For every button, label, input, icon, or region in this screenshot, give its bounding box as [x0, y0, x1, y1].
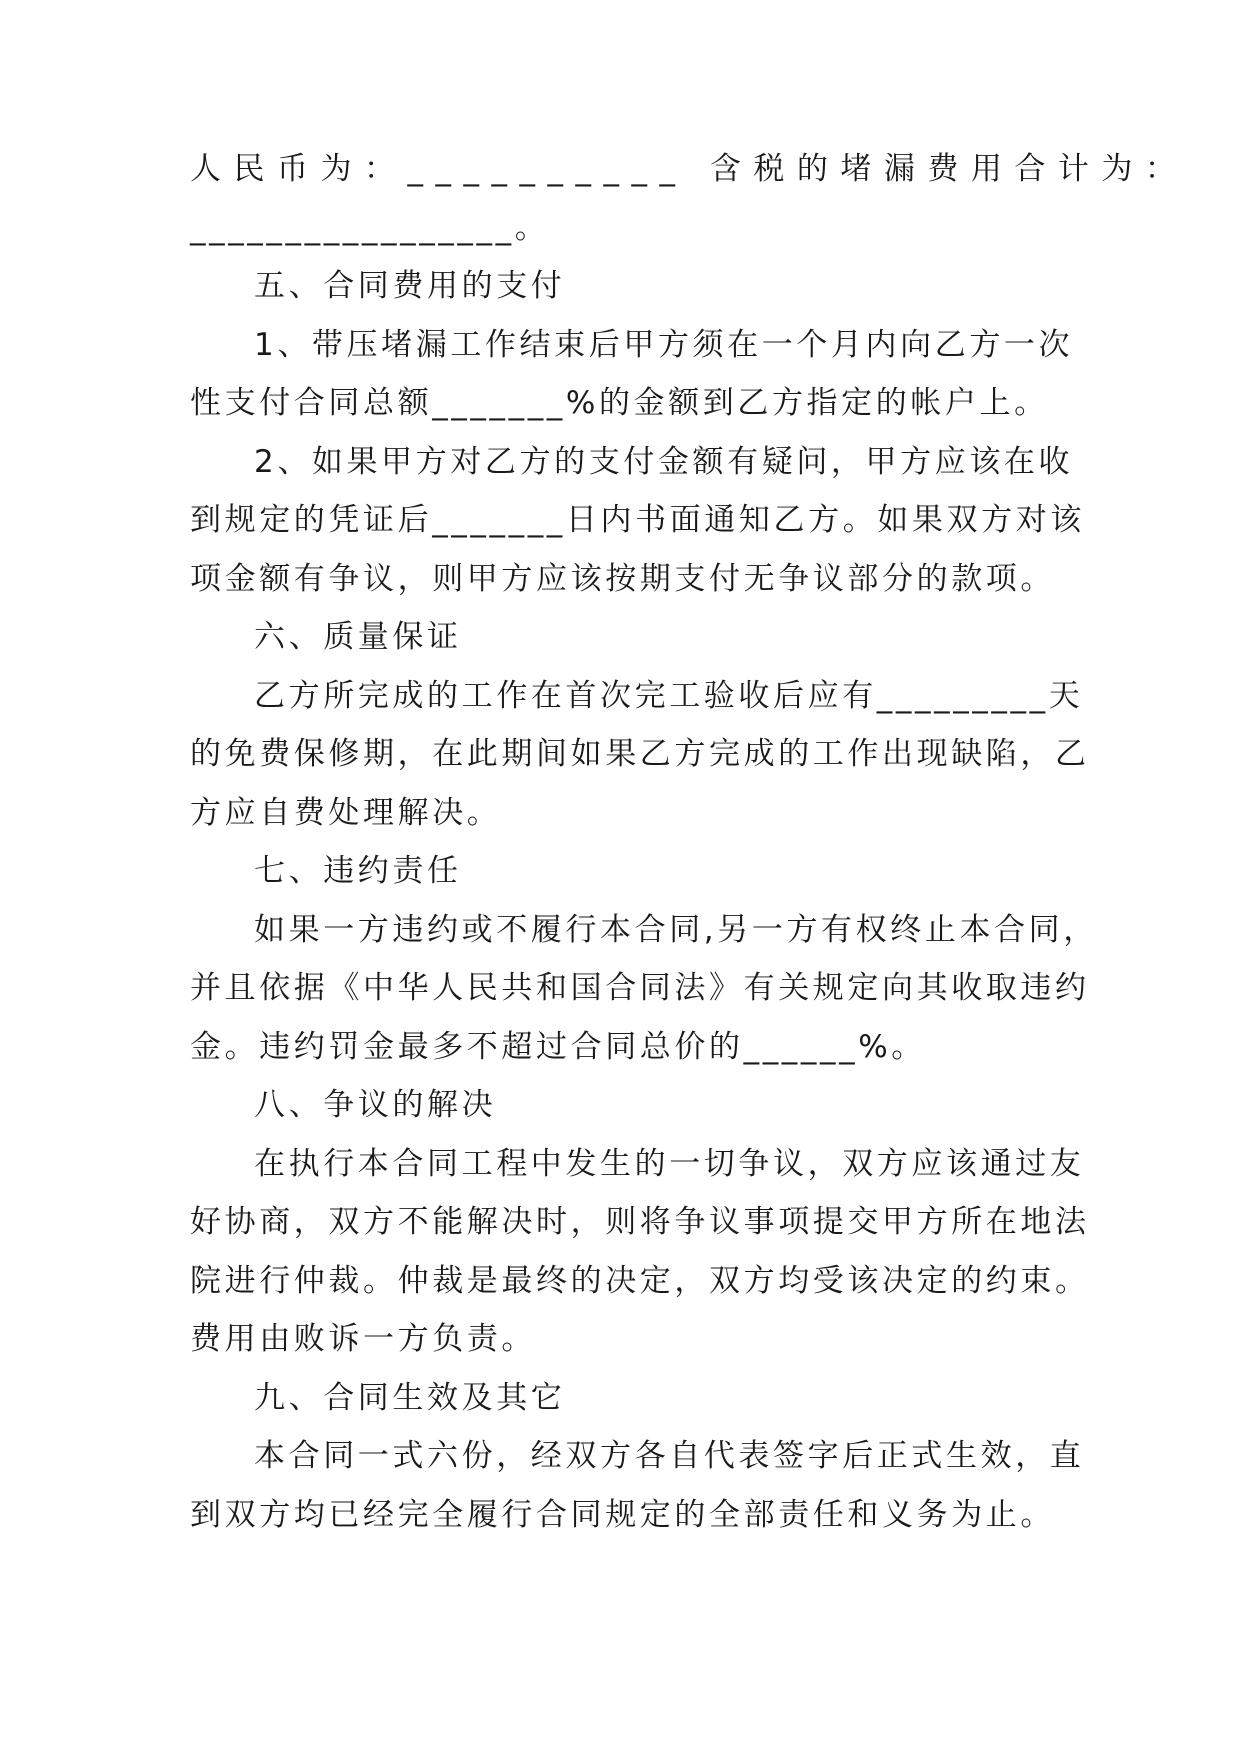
section-heading: 六、质量保证: [254, 619, 462, 655]
text-line: 方应自费处理解决。: [190, 794, 502, 831]
text-line: 2、如果甲方对乙方的支付金额有疑问，甲方应该在收: [254, 443, 1074, 480]
document-page: [190, 140, 1189, 1544]
text-line: 乙方所完成的工作在首次完工验收后应有_________天: [254, 677, 1084, 714]
text-line: _________________。: [190, 209, 550, 246]
text-line: 金。违约罚金最多不超过合同总价的______%。: [190, 1028, 926, 1065]
section-heading: 九、合同生效及其它: [254, 1379, 566, 1416]
text-line: 并且依据《中华人民共和国合同法》有关规定向其收取违约: [190, 970, 1090, 1006]
section-heading: 五、合同费用的支付: [254, 268, 566, 304]
text-line: 在执行本合同工程中发生的一切争议，双方应该通过友: [254, 1145, 1085, 1182]
section-heading: 七、违约责任: [254, 853, 462, 889]
text-line: 院进行仲裁。仲裁是最终的决定，双方均受该决定的约束。: [190, 1262, 1090, 1299]
text-line: 费用由败诉一方负责。: [190, 1321, 536, 1357]
text-line: 1、带压堵漏工作结束后甲方须在一个月内向乙方一次: [254, 326, 1074, 363]
section-heading: 八、争议的解决: [254, 1087, 497, 1123]
text-line: 项金额有争议，则甲方应该按期支付无争议部分的款项。: [190, 560, 1055, 597]
text-line: 本合同一式六份，经双方各自代表签字后正式生效，直: [254, 1438, 1085, 1474]
text-line: 好协商，双方不能解决时，则将争议事项提交甲方所在地法: [190, 1204, 1090, 1240]
text-line: 人民币为：__________ 含税的堵漏费用合计为：: [190, 151, 1189, 187]
text-line: 的免费保修期，在此期间如果乙方完成的工作出现缺陷，乙: [190, 736, 1090, 772]
text-line: 到规定的凭证后_______日内书面通知乙方。如果双方对该: [190, 502, 1085, 538]
text-line: 如果一方违约或不履行本合同,另一方有权终止本合同，: [254, 911, 1098, 948]
text-line: 到双方均已经完全履行合同规定的全部责任和义务为止。: [190, 1496, 1055, 1533]
text-line: 性支付合同总额_______%的金额到乙方指定的帐户上。: [190, 385, 1049, 421]
